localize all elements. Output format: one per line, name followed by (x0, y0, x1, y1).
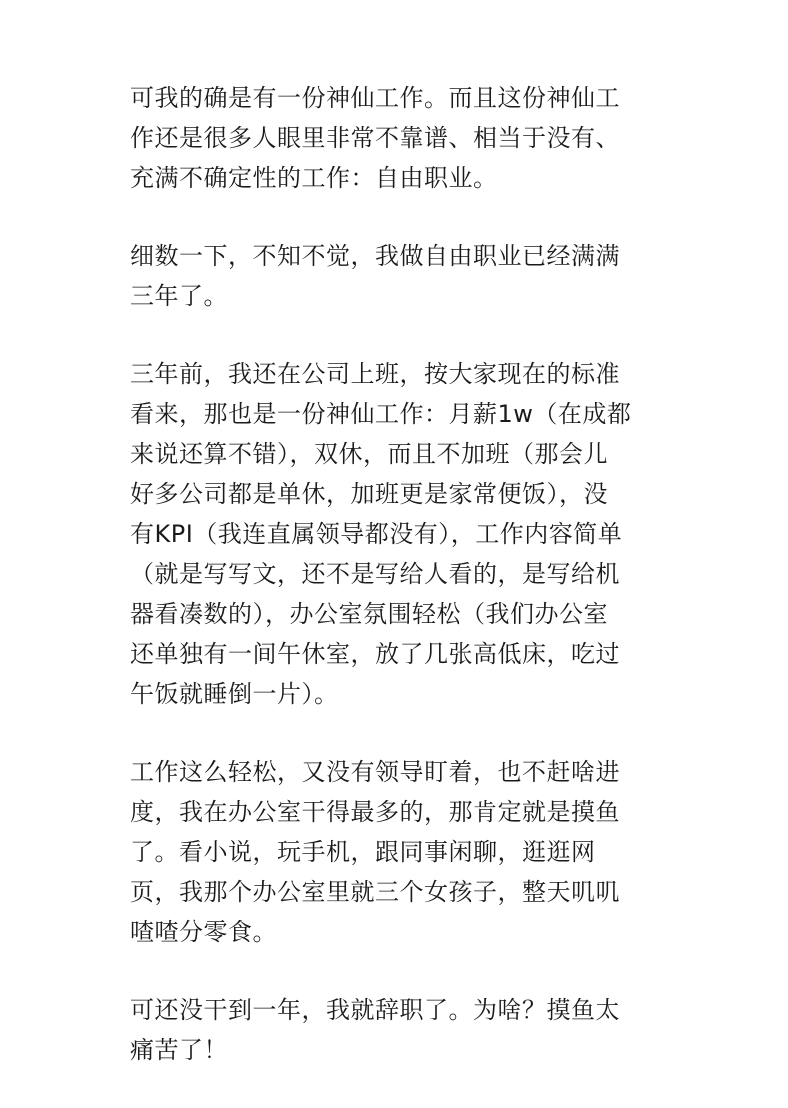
paragraph-3 (130, 354, 650, 714)
text-line: 来说还算不错），双休，而且不加班（那会儿 (130, 440, 608, 468)
text-line: 充满不确定性的工作：自由职业。 (130, 164, 498, 192)
article-body (130, 78, 650, 1108)
text-line: 可还没干到一年，我就辞职了。为啥？摸鱼太 (130, 996, 620, 1024)
paragraph-2 (130, 236, 650, 316)
text-line: 三年了。 (130, 282, 228, 310)
text-line: 好多公司都是单休，加班更是家常便饭），没 (130, 480, 608, 508)
text-line: 器看凑数的），办公室氛围轻松（我们办公室 (130, 600, 608, 628)
text-line: 作还是很多人眼里非常不靠谱、相当于没有、 (130, 124, 620, 152)
text-line: 看来，那也是一份神仙工作：月薪1w（在成都 (130, 400, 632, 428)
text-line: 喳喳分零食。 (130, 918, 277, 946)
text-line: 三年前，我还在公司上班，按大家现在的标准 (130, 360, 620, 388)
text-line: 了。看小说，玩手机，跟同事闲聊，逛逛网 (130, 838, 596, 866)
text-line: 页，我那个办公室里就三个女孩子，整天叽叽 (130, 878, 620, 906)
paragraph-5 (130, 990, 650, 1070)
paragraph-1 (130, 78, 650, 198)
text-line: 细数一下，不知不觉，我做自由职业已经满满 (130, 242, 620, 270)
text-line: 有KPI（我连直属领导都没有），工作内容简单 (130, 520, 623, 548)
text-line: 痛苦了！ (130, 1036, 228, 1064)
paragraph-4 (130, 752, 650, 952)
text-line: 度，我在办公室干得最多的，那肯定就是摸鱼 (130, 798, 620, 826)
text-line: 工作这么轻松，又没有领导盯着，也不赶啥进 (130, 758, 620, 786)
text-line: 还单独有一间午休室，放了几张高低床，吃过 (130, 640, 620, 668)
text-line: （就是写写文，还不是写给人看的，是写给机 (130, 560, 620, 588)
text-line: 可我的确是有一份神仙工作。而且这份神仙工 (130, 84, 620, 112)
text-line: 午饭就睡倒一片）。 (130, 680, 339, 708)
